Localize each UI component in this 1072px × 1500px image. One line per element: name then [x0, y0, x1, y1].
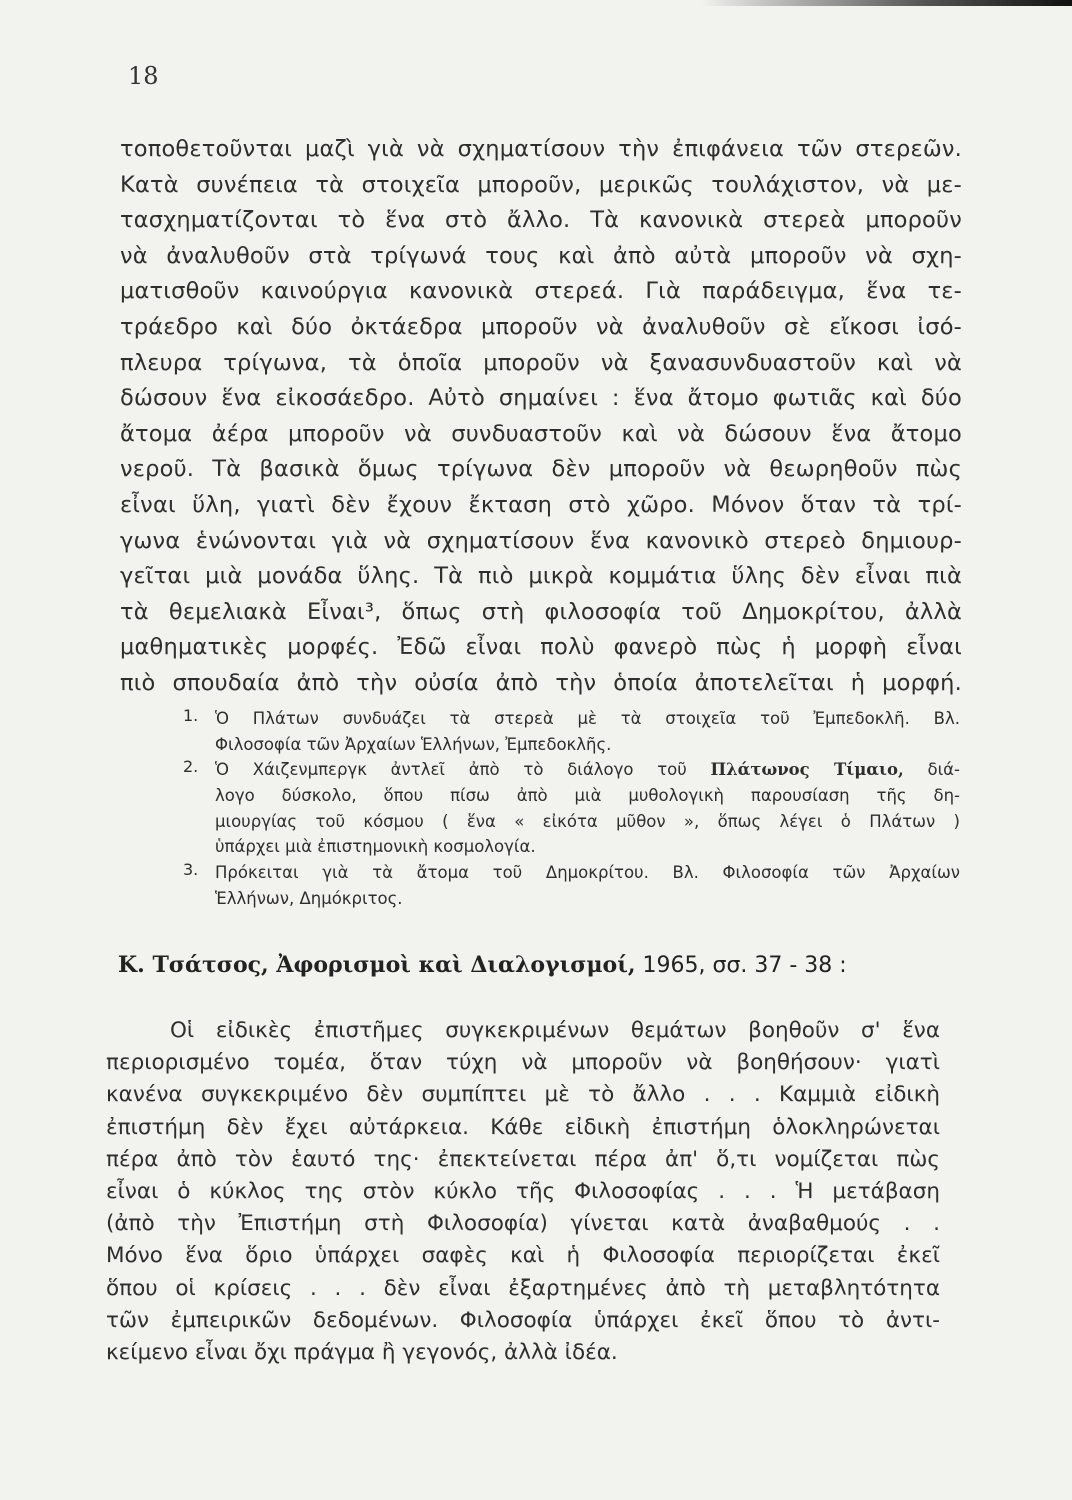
footnote-line: Φιλοσοφία τῶν Ἀρχαίων Ἑλλήνων, Ἐμπεδοκλῆς. [215, 734, 612, 754]
text-line: γεῖται μιὰ μονάδα ὕλης. Τὰ πιὸ μικρὰ κομμάτια ὕλης δὲν εἶναι πιὰ [120, 563, 962, 590]
footnote-3 [183, 860, 960, 911]
text-line: Οἱ εἰδικὲς ἐπιστῆμες συγκεκριμένων θεμάτων βοηθοῦν σ' ἕνα [170, 1018, 940, 1043]
citation-heading [118, 952, 847, 978]
text-line: εἶναι ὕλη, γιατὶ δὲν ἔχουν ἔκταση στὸ χῶρο. Μόνον ὅταν τὰ τρί- [120, 491, 962, 518]
text-line: νὰ ἀναλυθοῦν στὰ τρίγωνά τους καὶ ἀπὸ αὐτὰ μποροῦν νὰ σχη- [120, 242, 962, 269]
citation-title: Ἀφορισμοὶ καὶ Διαλογισμοί, [276, 952, 636, 978]
text-line: πλευρα τρίγωνα, τὰ ὁποῖα μποροῦν νὰ ξανασυνδυαστοῦν καὶ νὰ [120, 349, 962, 376]
text-line: κανένα συγκεκριμένο δὲν συμπίπτει μὲ τὸ ἄλλο . . . Καμμιὰ εἰδικὴ [106, 1082, 940, 1108]
text-line: ὅπου οἱ κρίσεις . . . δὲν εἶναι ἐξαρτημένες ἀπὸ τὴ μεταβλητότητα [106, 1275, 940, 1301]
text-line: Κατὰ συνέπεια τὰ στοιχεῖα μποροῦν, μερικῶς τουλάχιστον, νὰ με- [120, 171, 962, 198]
footnote-line [215, 757, 960, 783]
text-line: ματισθοῦν καινούργια κανονικὰ στερεά. Γιὰ παράδειγμα, ἕνα τε- [120, 278, 962, 305]
citation-author: Κ. Τσάτσος, [118, 952, 277, 978]
text-line: τοποθετοῦνται μαζὶ γιὰ νὰ σχηματίσουν τὴν ἐπιφάνεια τῶν στερεῶν. [120, 136, 962, 162]
text-line: κείμενο εἶναι ὄχι πράγμα ἢ γεγονός, ἀλλὰ ἰδέα. [106, 1339, 618, 1365]
footnote-1 [183, 706, 960, 757]
text-line: γωνα ἑνώνονται γιὰ νὰ σχηματίσουν ἕνα κανονικὸ στερεὸ δημιουρ- [120, 527, 962, 554]
text-line: μαθηματικὲς μορφές. Ἐδῶ εἶναι πολὺ φανερὸ πὼς ἡ μορφὴ εἶναι [120, 634, 962, 661]
footnote-line: λογο δύσκολο, ὅπου πίσω ἀπὸ μιὰ μυθολογικὴ παρουσίαση τῆς δη- [215, 786, 960, 806]
text-line: πέρα ἀπὸ τὸν ἑαυτό της· ἐπεκτείνεται πέρα ἀπ' ὅ,τι νομίζεται πὼς [106, 1146, 940, 1172]
text-line: νεροῦ. Τὰ βασικὰ ὅμως τρίγωνα δὲν μποροῦν νὰ θεωρηθοῦν πὼς [120, 456, 962, 483]
text-line: δώσουν ἕνα εἰκοσάεδρο. Αὐτὸ σημαίνει : ἕνα ἄτομο φωτιᾶς καὶ δύο [120, 385, 962, 412]
footnote-line: ὑπάρχει μιὰ ἐπιστημονικὴ κοσμολογία. [215, 837, 536, 857]
text-line: περιορισμένο τομέα, ὅταν τύχη νὰ μποροῦν νὰ βοηθήσουν· γιατὶ [106, 1050, 940, 1076]
footnotes [183, 706, 960, 912]
text-line: πιὸ σπουδαία ἀπὸ τὴν οὐσία ἀπὸ τὴν ὁποία ἀποτελεῖται ἡ μορφή. [120, 669, 962, 696]
footnote-text: Ὁ Χάιζενμπεργκ ἀντλεῖ ἀπὸ τὸ διάλογο τοῦ [215, 760, 711, 780]
footnote-2 [183, 757, 960, 860]
footnote-line: μιουργίας τοῦ κόσμου ( ἕνα « εἰκότα μῦθον », ὅπως λέγει ὁ Πλάτων ) [215, 811, 960, 831]
footnote-line: Ἑλλήνων, Δημόκριτος. [215, 888, 403, 908]
text-line: τῶν ἐμπειρικῶν δεδομένων. Φιλοσοφία ὑπάρχει ἐκεῖ ὅπου τὸ ἀντι- [106, 1307, 940, 1333]
footnote-line: Ὁ Πλάτων συνδυάζει τὰ στερεὰ μὲ τὰ στοιχεῖα τοῦ Ἐμπεδοκλῆ. Βλ. [215, 709, 960, 728]
text-line: Μόνο ἕνα ὅριο ὑπάρχει σαφὲς καὶ ἡ Φιλοσοφία περιορίζεται ἐκεῖ [106, 1243, 940, 1269]
scan-edge [700, 0, 1072, 6]
page-number: 18 [128, 62, 159, 90]
footnote-number: 1. [183, 706, 199, 725]
text-line: εἶναι ὁ κύκλος της στὸν κύκλο τῆς Φιλοσοφίας . . . Ἡ μετάβαση [106, 1178, 940, 1204]
text-line: ἐπιστήμη δὲν ἔχει αὐτάρκεια. Κάθε εἰδικὴ ἐπιστήμη ὁλοκληρώνεται [106, 1114, 940, 1140]
citation-details: 1965, σσ. 37 - 38 : [635, 953, 847, 978]
main-text [120, 132, 962, 702]
footnote-number: 2. [183, 757, 199, 777]
footnote-text: διά- [903, 760, 960, 780]
text-line: τὰ θεμελιακὰ Εἶναι³, ὅπως στὴ φιλοσοφία τοῦ Δημοκρίτου, ἀλλὰ [120, 598, 962, 625]
footnote-number: 3. [183, 860, 199, 880]
text-line: ἄτομα ἀέρα μποροῦν νὰ συνδυαστοῦν καὶ νὰ δώσουν ἕνα ἄτομο [120, 420, 962, 447]
text-line: (ἀπὸ τὴν Ἐπιστήμη στὴ Φιλοσοφία) γίνεται κατὰ ἀναβαθμούς . . [106, 1211, 940, 1237]
text-line: τράεδρο καὶ δύο ὀκτάεδρα μποροῦν νὰ ἀναλυθοῦν σὲ εἴκοσι ἰσό- [120, 313, 962, 340]
footnote-line: Πρόκειται γιὰ τὰ ἄτομα τοῦ Δημοκρίτου. Βλ. Φιλοσοφία τῶν Ἀρχαίων [215, 863, 960, 883]
text-line: τασχηματίζονται τὸ ἕνα στὸ ἄλλο. Τὰ κανονικὰ στερεὰ μποροῦν [120, 207, 962, 234]
quote-text [106, 1015, 940, 1369]
work-title: Πλάτωνος Τίμαιο, [710, 760, 904, 780]
